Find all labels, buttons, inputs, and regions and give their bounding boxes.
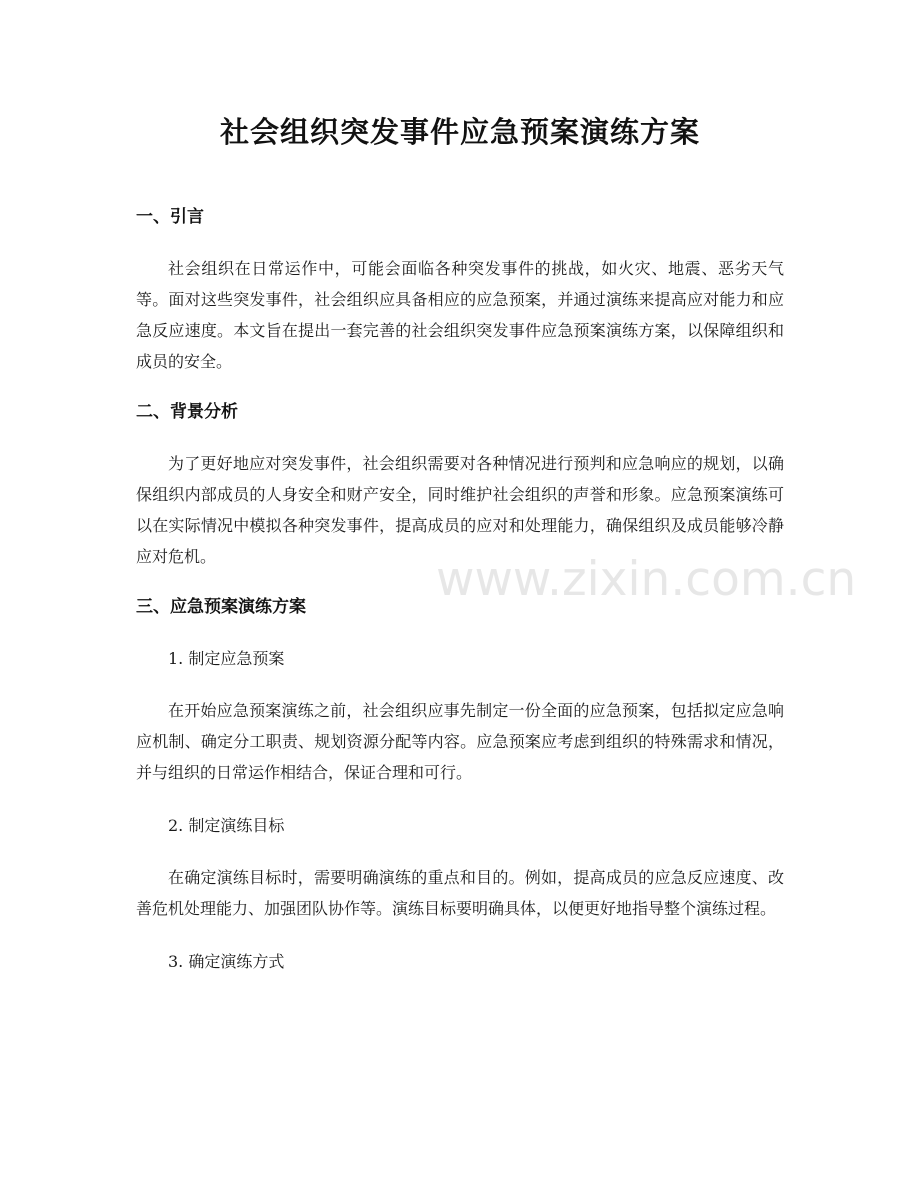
section-background bbox=[136, 399, 784, 572]
section-heading: 二、背景分析 bbox=[136, 402, 238, 422]
section-drill-plan bbox=[136, 594, 784, 977]
subsection-label: 1. 制定应急预案 bbox=[168, 649, 285, 668]
document-title: 社会组织突发事件应急预案演练方案 bbox=[219, 115, 700, 149]
section-heading: 三、应急预案演练方案 bbox=[136, 597, 306, 617]
subsection-label: 3. 确定演练方式 bbox=[168, 952, 285, 971]
watermark: www.zixin.com.cn bbox=[436, 552, 857, 607]
subsection-label: 2. 制定演练目标 bbox=[168, 816, 285, 835]
subsection-paragraph: 在开始应急预案演练之前，社会组织应事先制定一份全面的应急预案，包括拟定应急响应机制、确定分工职责、规划资源分配等内容。应急预案应考虑到组织的特殊需求和情况，并与组织的日常运作相结合，保证合理和可行。 bbox=[136, 701, 784, 782]
section-paragraph: 为了更好地应对突发事件，社会组织需要对各种情况进行预判和应急响应的规划，以确保组织内部成员的人身安全和财产安全，同时维护社会组织的声誉和形象。应急预案演练可以在实际情况中模拟各种突发事件，提高成员的应对和处理能力，确保组织及成员能够冷静应对危机。 bbox=[136, 454, 784, 566]
section-paragraph: 社会组织在日常运作中，可能会面临各种突发事件的挑战，如火灾、地震、恶劣天气等。面对这些突发事件，社会组织应具备相应的应急预案，并通过演练来提高应对能力和应急反应速度。本文旨在提出一套完善的社会组织突发事件应急预案演练方案，以保障组织和成员的安全。 bbox=[136, 259, 784, 371]
section-introduction bbox=[136, 204, 784, 377]
section-heading: 一、引言 bbox=[136, 207, 204, 227]
subsection-paragraph: 在确定演练目标时，需要明确演练的重点和目的。例如，提高成员的应急反应速度、改善危机处理能力、加强团队协作等。演练目标要明确具体，以便更好地指导整个演练过程。 bbox=[136, 868, 784, 918]
